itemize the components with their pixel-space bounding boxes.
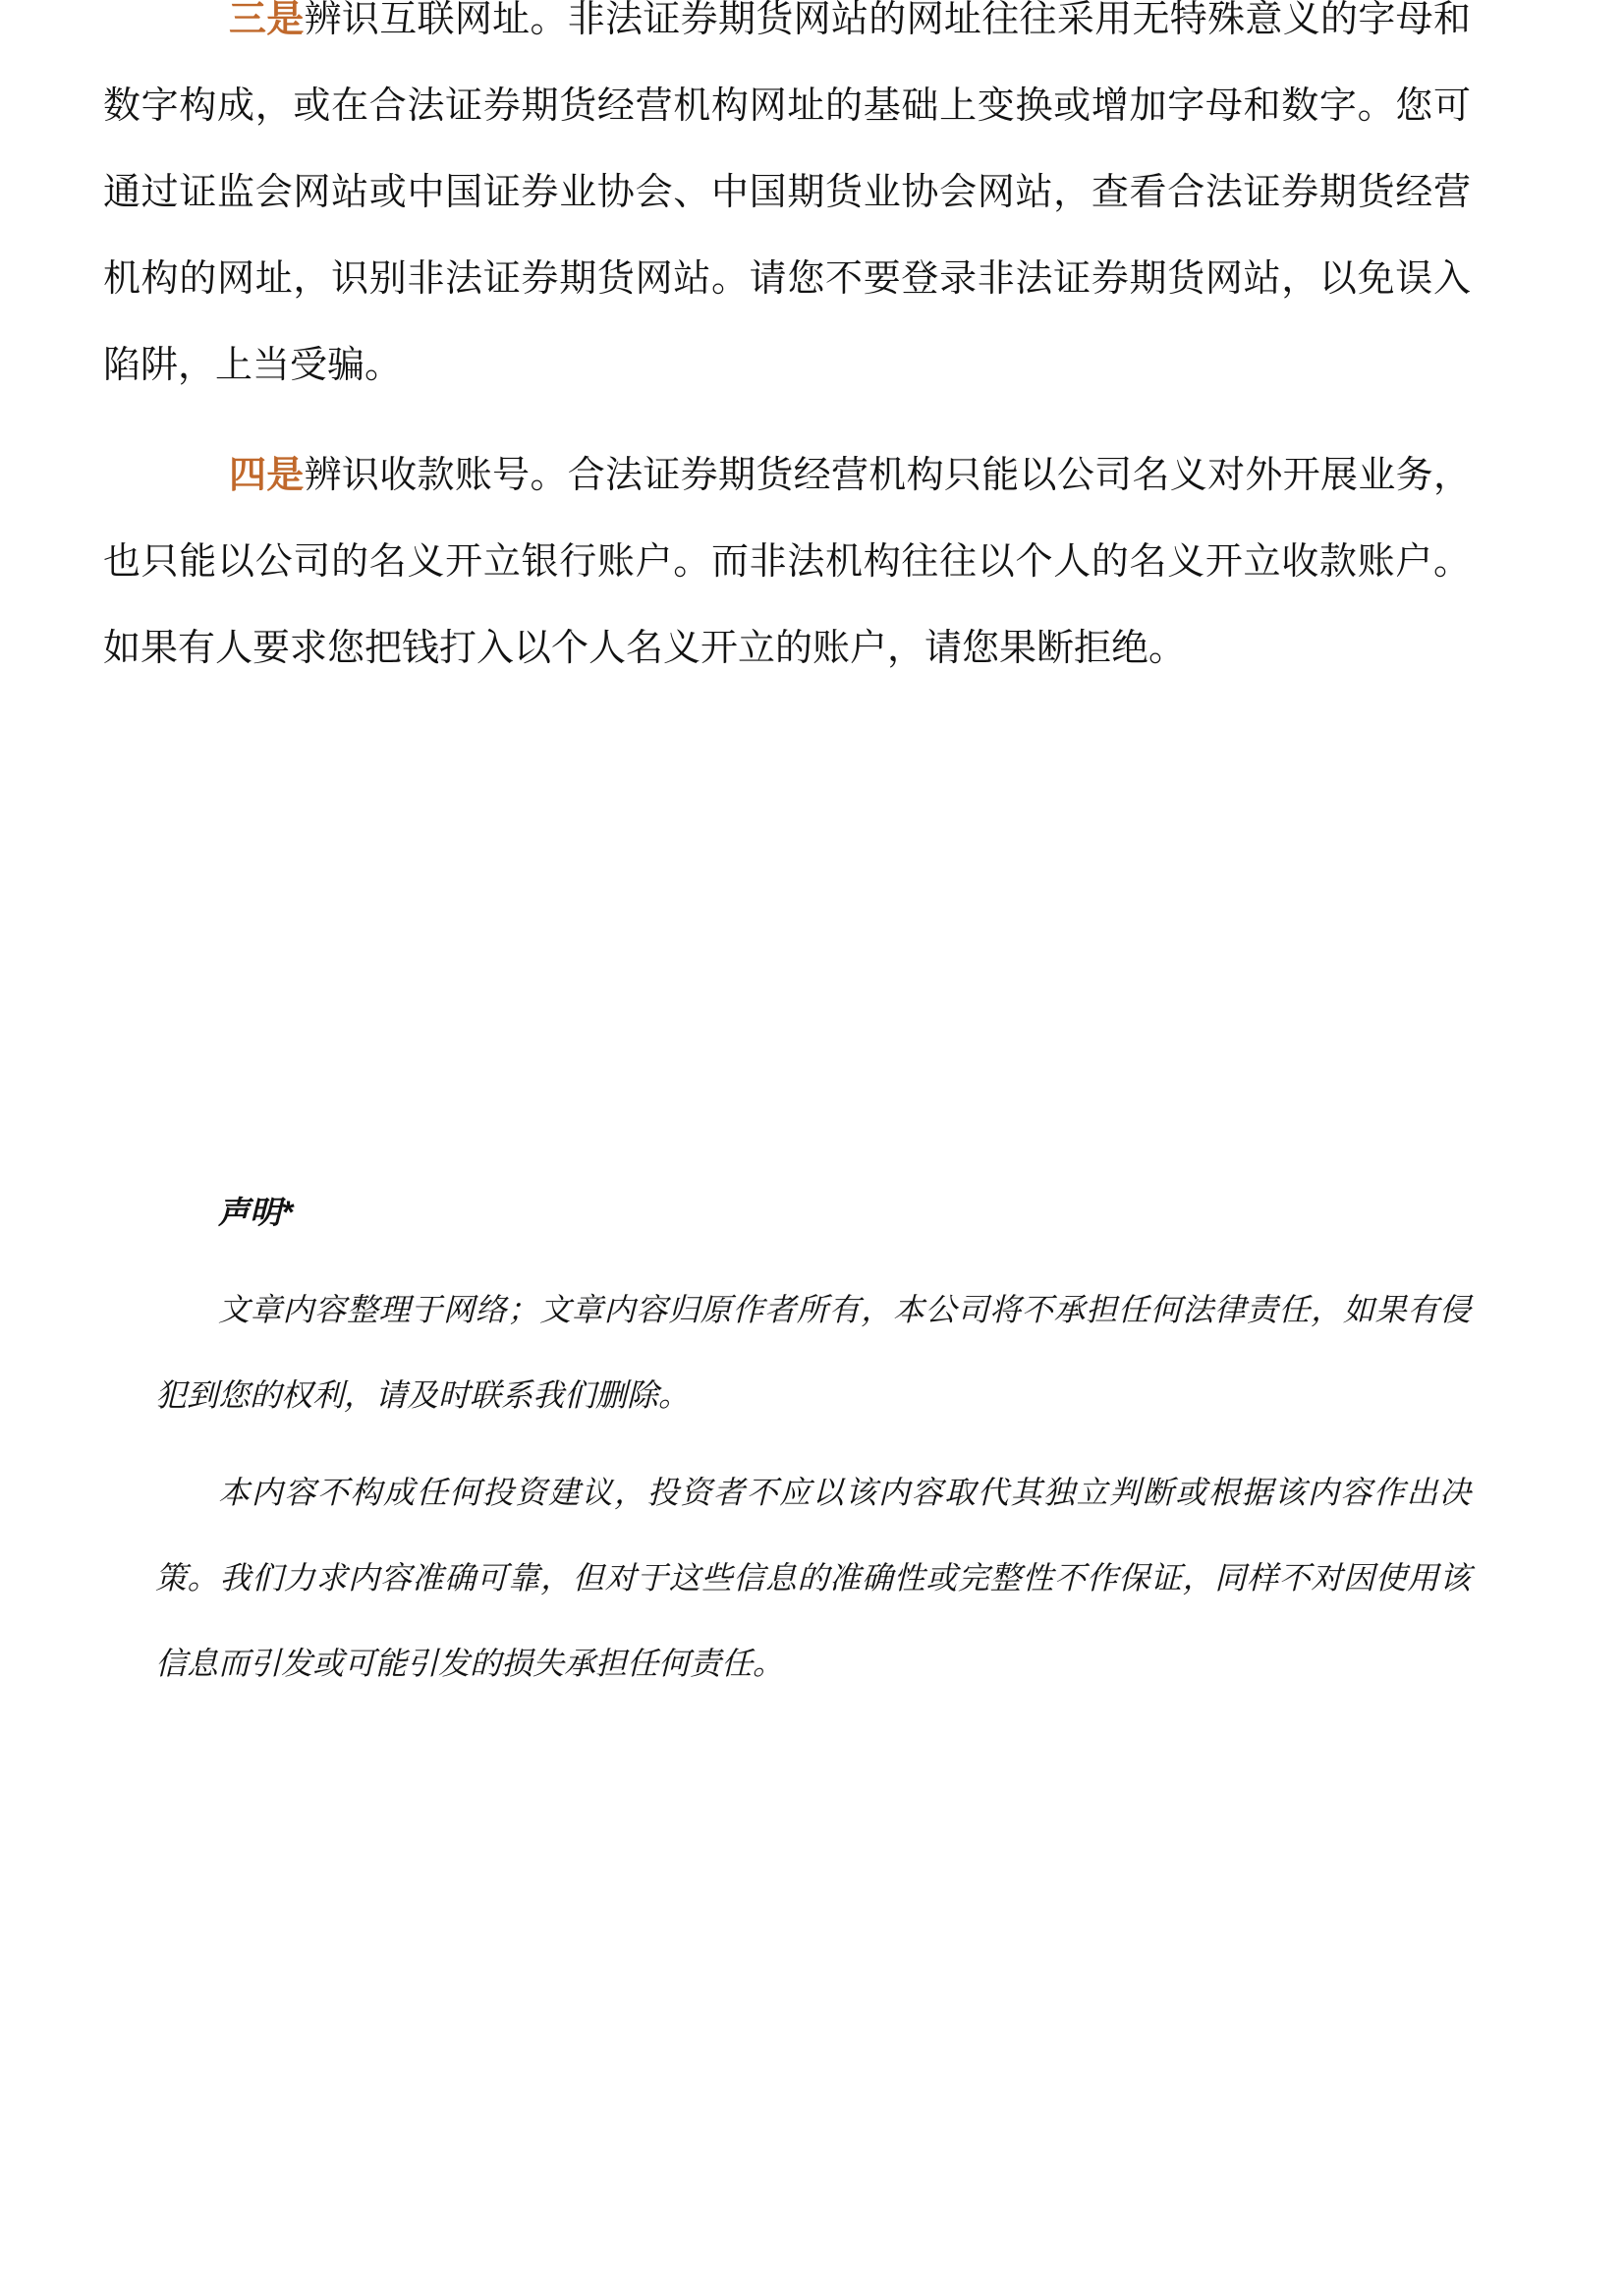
article-paragraph-4: [103, 432, 1471, 692]
paragraph-lead-3: 三是: [229, 0, 305, 40]
disclaimer-paragraph-1: 文章内容整理于网络；文章内容归原作者所有，本公司将不承担任何法律责任，如果有侵犯到您的权利，请及时联系我们删除。: [155, 1292, 1471, 1413]
blank-gap: [103, 715, 1471, 1170]
paragraph-text-3: 辨识互联网址。非法证券期货网站的网址往往采用无特殊意义的字母和数字构成，或在合法证券期货经营机构网址的基础上变换或增加字母和数字。您可通过证监会网站或中国证券业协会、中国期货业协会网站，查看合法证券期货经营机构的网址，识别非法证券期货网站。请您不要登录非法证券期货网站，以免误入陷阱，上当受骗。: [103, 0, 1471, 386]
disclaimer-paragraph-2: 本内容不构成任何投资建议，投资者不应以该内容取代其独立判断或根据该内容作出决策。我们力求内容准确可靠，但对于这些信息的准确性或完整性不作保证，同样不对因使用该信息而引发或可能引发的损失承担任何责任。: [155, 1475, 1471, 1681]
article-paragraph-3: [103, 0, 1471, 409]
disclaimer-heading: 声明*: [218, 1195, 294, 1230]
paragraph-lead-4: 四是: [229, 455, 305, 496]
disclaimer-section: [155, 1170, 1471, 1707]
paragraph-text-4: 辨识收款账号。合法证券期货经营机构只能以公司名义对外开展业务，也只能以公司的名义开立银行账户。而非法机构往往以个人的名义开立收款账户。如果有人要求您把钱打入以个人名义开立的账户，请您果断拒绝。: [103, 455, 1471, 669]
